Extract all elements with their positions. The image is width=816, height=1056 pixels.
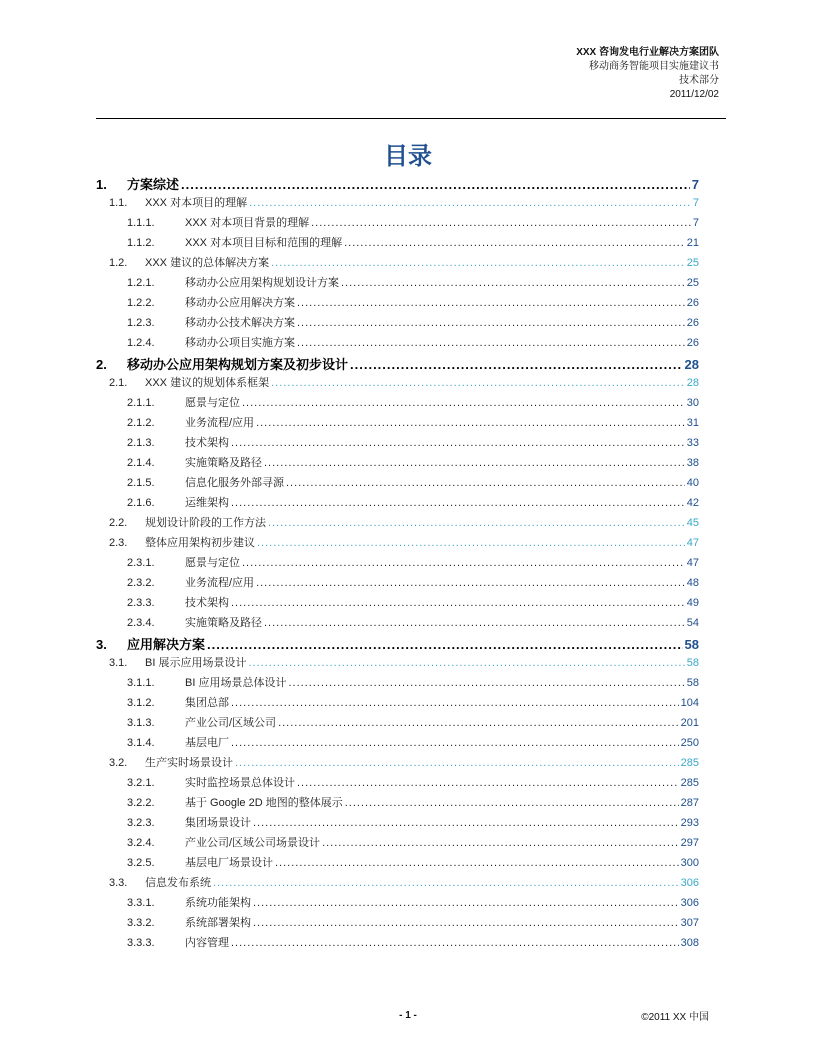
toc-dot-leader — [253, 897, 679, 909]
toc-dot-leader — [248, 657, 684, 669]
toc-entry-number: 2.3. — [109, 537, 128, 549]
toc-dot-leader — [257, 537, 685, 549]
page-title: 目录 — [384, 142, 432, 170]
toc-entry-number: 3.1.3. — [127, 717, 155, 729]
toc-entry-title: 技术架构 — [185, 437, 229, 449]
toc-entry-page: 54 — [686, 617, 699, 629]
toc-entry-level-3[interactable] — [96, 274, 699, 294]
toc-entry-level-3[interactable] — [96, 894, 699, 914]
toc-entry-level-3[interactable] — [96, 734, 699, 754]
toc-entry-number: 2.1.6. — [127, 497, 155, 509]
toc-entry-page: 58 — [686, 657, 699, 669]
header-date: 2011/12/02 — [669, 89, 719, 100]
toc-entry-number: 1. — [96, 177, 107, 192]
toc-entry-title: 技术架构 — [185, 597, 229, 609]
toc-entry-page: 25 — [686, 257, 699, 269]
toc-dot-leader — [256, 417, 685, 429]
toc-dot-leader — [268, 517, 685, 529]
toc-entry-page: 28 — [684, 357, 699, 372]
toc-entry-title: 集团总部 — [185, 697, 229, 709]
toc-entry-number: 3.1.2. — [127, 697, 155, 709]
toc-entry-title: 实施策略及路径 — [185, 617, 262, 629]
toc-dot-leader — [344, 237, 685, 249]
toc-entry-level-3[interactable] — [96, 854, 699, 874]
toc-dot-leader — [341, 277, 685, 289]
toc-dot-leader — [286, 477, 685, 489]
toc-entry-level-3[interactable] — [96, 454, 699, 474]
toc-entry-level-3[interactable] — [96, 914, 699, 934]
toc-entry-page: 300 — [680, 857, 699, 869]
toc-entry-page: 306 — [680, 897, 699, 909]
toc-entry-number: 2. — [96, 357, 107, 372]
toc-entry-number: 3.2.5. — [127, 857, 155, 869]
toc-entry-level-3[interactable] — [96, 394, 699, 414]
toc-dot-leader — [322, 837, 679, 849]
toc-entry-number: 1.1.2. — [127, 237, 155, 249]
toc-entry-title: 产业公司/区域公司 — [185, 717, 277, 729]
toc-entry-number: 1.1.1. — [127, 217, 155, 229]
toc-dot-leader — [345, 797, 679, 809]
toc-dot-leader — [256, 577, 685, 589]
toc-entry-page: 26 — [686, 297, 699, 309]
toc-entry-level-3[interactable] — [96, 614, 699, 634]
toc-dot-leader — [271, 377, 685, 389]
toc-entry-page: 31 — [686, 417, 699, 429]
toc-entry-title: 运维架构 — [185, 497, 229, 509]
toc-entry-page: 104 — [680, 697, 699, 709]
page-number: - 1 - — [399, 1010, 417, 1021]
toc-dot-leader — [288, 677, 684, 689]
toc-entry-level-3[interactable] — [96, 214, 699, 234]
toc-dot-leader — [297, 337, 685, 349]
toc-entry-title: 基于 Google 2D 地图的整体展示 — [185, 797, 343, 809]
header-doc-title: 移动商务智能项目实施建议书 — [589, 61, 719, 72]
toc-entry-level-3[interactable] — [96, 694, 699, 714]
toc-entry-number: 2.2. — [109, 517, 128, 529]
toc-entry-level-2[interactable] — [96, 534, 699, 554]
toc-entry-page: 28 — [686, 377, 699, 389]
toc-entry-level-3[interactable] — [96, 294, 699, 314]
toc-entry-page: 42 — [686, 497, 699, 509]
toc-entry-number: 2.1.3. — [127, 437, 155, 449]
toc-dot-leader — [264, 457, 685, 469]
toc-dot-leader — [242, 397, 685, 409]
toc-dot-leader — [297, 777, 679, 789]
toc-entry-number: 2.1.4. — [127, 457, 155, 469]
toc-entry-number: 2.1. — [109, 377, 128, 389]
toc-entry-level-3[interactable] — [96, 414, 699, 434]
header-part: 技术部分 — [679, 75, 719, 86]
toc-entry-title: 实时监控场景总体设计 — [185, 777, 295, 789]
toc-entry-title: 系统功能架构 — [185, 897, 251, 909]
toc-entry-number: 2.3.2. — [127, 577, 155, 589]
toc-dot-leader — [213, 877, 679, 889]
toc-entry-number: 3.2.1. — [127, 777, 155, 789]
toc-entry-page: 48 — [686, 577, 699, 589]
toc-entry-page: 26 — [686, 337, 699, 349]
toc-entry-title: XXX 对本项目目标和范围的理解 — [185, 237, 343, 249]
toc-entry-number: 2.1.5. — [127, 477, 155, 489]
toc-entry-title: 集团场景设计 — [185, 817, 251, 829]
toc-entry-level-1[interactable] — [96, 174, 699, 194]
toc-dot-leader — [350, 357, 683, 372]
toc-dot-leader — [311, 217, 691, 229]
toc-entry-title: XXX 建议的总体解决方案 — [145, 257, 270, 269]
toc-entry-page: 49 — [686, 597, 699, 609]
toc-dot-leader — [271, 257, 685, 269]
toc-entry-number: 2.3.4. — [127, 617, 155, 629]
toc-entry-page: 307 — [680, 917, 699, 929]
toc-entry-number: 2.3.1. — [127, 557, 155, 569]
toc-entry-level-3[interactable] — [96, 234, 699, 254]
toc-entry-level-3[interactable] — [96, 594, 699, 614]
toc-entry-page: 47 — [686, 537, 699, 549]
toc-entry-title: 移动办公应用架构规划方案及初步设计 — [127, 357, 349, 372]
toc-entry-title: XXX 对本项目的理解 — [145, 197, 248, 209]
toc-dot-leader — [242, 557, 685, 569]
toc-entry-title: 生产实时场景设计 — [145, 757, 233, 769]
toc-entry-title: 内容管理 — [185, 937, 229, 949]
toc-entry-title: XXX 对本项目背景的理解 — [185, 217, 310, 229]
toc-entry-level-3[interactable] — [96, 834, 699, 854]
toc-entry-page: 26 — [686, 317, 699, 329]
toc-entry-number: 2.3.3. — [127, 597, 155, 609]
toc-entry-page: 7 — [691, 177, 699, 192]
toc-entry-title: 业务流程/应用 — [185, 417, 255, 429]
toc-dot-leader — [253, 917, 679, 929]
toc-entry-title: 应用解决方案 — [127, 637, 206, 652]
toc-entry-page: 45 — [686, 517, 699, 529]
table-of-contents — [96, 174, 699, 954]
toc-dot-leader — [231, 697, 679, 709]
toc-entry-title: 规划设计阶段的工作方法 — [145, 517, 266, 529]
toc-entry-title: XXX 建议的规划体系框架 — [145, 377, 270, 389]
toc-entry-number: 3.2.4. — [127, 837, 155, 849]
toc-entry-number: 1.2.2. — [127, 297, 155, 309]
toc-entry-number: 3.2. — [109, 757, 128, 769]
toc-entry-page: 40 — [686, 477, 699, 489]
toc-entry-level-2[interactable] — [96, 254, 699, 274]
toc-entry-title: 移动办公项目实施方案 — [185, 337, 295, 349]
toc-dot-leader — [253, 817, 679, 829]
toc-entry-title: 基层电厂 — [185, 737, 229, 749]
toc-dot-leader — [231, 937, 679, 949]
toc-dot-leader — [297, 297, 685, 309]
toc-entry-level-3[interactable] — [96, 474, 699, 494]
toc-entry-number: 3.3. — [109, 877, 128, 889]
toc-entry-title: BI 展示应用场景设计 — [145, 657, 247, 669]
toc-entry-number: 1.2.3. — [127, 317, 155, 329]
toc-entry-number: 3. — [96, 637, 107, 652]
toc-entry-number: 2.1.1. — [127, 397, 155, 409]
toc-entry-number: 3.1. — [109, 657, 128, 669]
toc-entry-number: 3.2.2. — [127, 797, 155, 809]
toc-entry-title: 基层电厂场景设计 — [185, 857, 273, 869]
toc-entry-title: 移动办公应用解决方案 — [185, 297, 295, 309]
toc-entry-level-3[interactable] — [96, 714, 699, 734]
toc-entry-page: 47 — [686, 557, 699, 569]
toc-entry-page: 201 — [680, 717, 699, 729]
toc-entry-title: 系统部署架构 — [185, 917, 251, 929]
copyright: ©2011 XX 中国 — [641, 1012, 709, 1023]
toc-dot-leader — [249, 197, 691, 209]
toc-entry-level-3[interactable] — [96, 434, 699, 454]
toc-entry-level-2[interactable] — [96, 374, 699, 394]
toc-entry-page: 287 — [680, 797, 699, 809]
toc-entry-page: 285 — [680, 757, 699, 769]
toc-entry-level-3[interactable] — [96, 314, 699, 334]
toc-entry-title: 信息发布系统 — [145, 877, 211, 889]
toc-entry-level-2[interactable] — [96, 874, 699, 894]
toc-entry-level-3[interactable] — [96, 674, 699, 694]
toc-dot-leader — [297, 317, 685, 329]
toc-entry-title: 愿景与定位 — [185, 397, 240, 409]
toc-entry-title: 方案综述 — [127, 177, 180, 192]
header-divider — [96, 118, 726, 119]
toc-entry-title: BI 应用场景总体设计 — [185, 677, 287, 689]
toc-dot-leader — [231, 597, 685, 609]
toc-entry-level-1[interactable] — [96, 354, 699, 374]
toc-dot-leader — [235, 757, 679, 769]
toc-entry-title: 愿景与定位 — [185, 557, 240, 569]
toc-entry-page: 285 — [680, 777, 699, 789]
toc-entry-page: 58 — [686, 677, 699, 689]
toc-entry-number: 1.1. — [109, 197, 128, 209]
toc-entry-page: 30 — [686, 397, 699, 409]
toc-dot-leader — [207, 637, 683, 652]
toc-entry-page: 306 — [680, 877, 699, 889]
toc-entry-title: 实施策略及路径 — [185, 457, 262, 469]
toc-entry-number: 3.3.3. — [127, 937, 155, 949]
toc-entry-page: 250 — [680, 737, 699, 749]
toc-entry-page: 58 — [684, 637, 699, 652]
toc-entry-page: 38 — [686, 457, 699, 469]
toc-entry-level-3[interactable] — [96, 774, 699, 794]
toc-entry-number: 1.2.1. — [127, 277, 155, 289]
header-org: XXX 咨询发电行业解决方案团队 — [576, 47, 719, 58]
toc-dot-leader — [278, 717, 679, 729]
toc-entry-level-1[interactable] — [96, 634, 699, 654]
toc-entry-number: 1.2.4. — [127, 337, 155, 349]
toc-entry-number: 1.2. — [109, 257, 128, 269]
toc-entry-level-2[interactable] — [96, 754, 699, 774]
toc-entry-title: 业务流程/应用 — [185, 577, 255, 589]
page-header — [576, 46, 719, 102]
toc-entry-title: 产业公司/区域公司场景设计 — [185, 837, 321, 849]
toc-entry-level-3[interactable] — [96, 794, 699, 814]
toc-entry-page: 293 — [680, 817, 699, 829]
toc-entry-title: 移动办公技术解决方案 — [185, 317, 295, 329]
toc-entry-number: 3.1.4. — [127, 737, 155, 749]
toc-entry-level-3[interactable] — [96, 554, 699, 574]
toc-dot-leader — [275, 857, 679, 869]
toc-entry-page: 21 — [686, 237, 699, 249]
toc-entry-page: 308 — [680, 937, 699, 949]
toc-entry-level-3[interactable] — [96, 334, 699, 354]
toc-entry-number: 3.3.1. — [127, 897, 155, 909]
toc-entry-level-3[interactable] — [96, 934, 699, 954]
toc-entry-page: 7 — [692, 197, 699, 209]
toc-dot-leader — [231, 737, 679, 749]
toc-entry-title: 整体应用架构初步建议 — [145, 537, 255, 549]
toc-entry-page: 33 — [686, 437, 699, 449]
toc-entry-level-3[interactable] — [96, 574, 699, 594]
toc-entry-title: 移动办公应用架构规划设计方案 — [185, 277, 339, 289]
toc-entry-page: 297 — [680, 837, 699, 849]
toc-dot-leader — [181, 177, 690, 192]
toc-entry-level-2[interactable] — [96, 654, 699, 674]
toc-entry-level-3[interactable] — [96, 494, 699, 514]
toc-entry-page: 7 — [692, 217, 699, 229]
toc-dot-leader — [231, 437, 685, 449]
toc-entry-title: 信息化服务外部寻源 — [185, 477, 284, 489]
toc-dot-leader — [231, 497, 685, 509]
toc-entry-page: 25 — [686, 277, 699, 289]
toc-entry-level-2[interactable] — [96, 194, 699, 214]
toc-dot-leader — [264, 617, 685, 629]
toc-entry-number: 3.1.1. — [127, 677, 155, 689]
toc-entry-number: 3.3.2. — [127, 917, 155, 929]
toc-entry-level-2[interactable] — [96, 514, 699, 534]
toc-entry-level-3[interactable] — [96, 814, 699, 834]
toc-entry-number: 3.2.3. — [127, 817, 155, 829]
toc-entry-number: 2.1.2. — [127, 417, 155, 429]
